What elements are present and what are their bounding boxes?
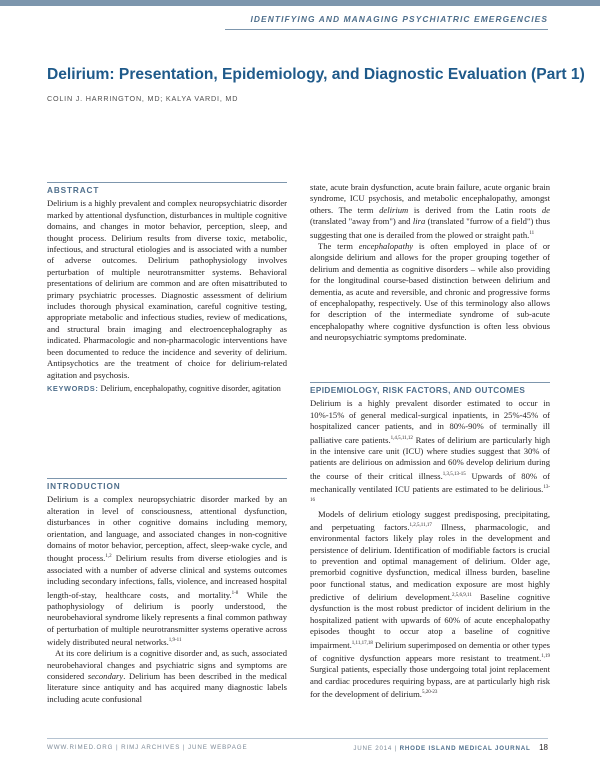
continuation-paragraph-2: The term encephalopathy is often employed in place of or alongside delirium and allows for the proper grouping together of delirium and dementia as cognitive disorders – while also providing for the longitudinal course-based distinction between delirium and dementia, as acute and reversible, and chronic and progressive forms of encephalopathy, respectively. Use of this terminology also allows for description of the intermediate syndrome of sub-acute encephalopathy where cognitive dysfunction is often less obvious and neuropsychiatric symptoms predominate.: [310, 240, 551, 343]
footer-journal-info: [353, 743, 548, 752]
epidemiology-paragraph-2: Models of delirium etiology suggest predisposing, precipitating, and perpetuating factors.$^{1,2,5,11,17}$ Illness, pharmacologic, and environmental factors likely play roles in the development and persistence of delirium. Identification of modifiable factors is crucial to prevention and optimal management of delirium. Older age, premorbid cognitive dysfunction, medical illness burden, baseline poor functional status, and medication exposure are most highly predictive of delirium development.$^{2,5,6,9,11}$ Baseline cognitive dysfunction is the most robust predictor of incident delirium in the hospitalized patient with upwards of 60% of acute encephalopathy episodes thought to occur atop a baseline of cognitive impairment.$^{1,11,17,18}$ Delirium superimposed on dementia or other types of cognitive dysfunction appears more resistant to treatment.$^{1,19}$ Surgical patients, especially those undergoing total joint replacement and cardiac procedures requiring bypass, are at particularly high risk for the development of delirium.$^{5,20-23}$: [310, 508, 551, 699]
keywords-label: KEYWORDS:: [47, 383, 99, 393]
footer-divider: |: [394, 745, 400, 752]
page-number: 18: [539, 743, 548, 752]
top-accent-bar: [0, 0, 600, 6]
footer-date: JUNE 2014: [353, 745, 393, 752]
abstract-text: Delirium is a highly prevalent and complex neuropsychiatric disorder marked by attentional dysfunction, disturbances in multiple cognitive domains, and changes in motor behavior, perception, sleep, and thought process. Delirium results from diverse toxic, metabolic, infectious, and structural etiologies and is associated with a number of adverse outcomes. Delirium pathophysiology involves perturbation of multiple neurotransmitter systems. Behavioral presentations of delirium are common and are often misattributed to primary psychiatric processes. Diagnostic assessment of delirium includes thorough physical examination, careful cognitive testing, appropriate metabolic and infectious studies, review of medications, and structural brain imaging and electroencephalography as indicated. Pharmacologic and non-pharmacologic interventions have been documented to reduce the incidence and severity of delirium. Antipsychotics are the treatment of choice for delirium-related agitation and psychosis.: [47, 198, 287, 380]
footer-journal-name: RHODE ISLAND MEDICAL JOURNAL: [399, 745, 531, 752]
footer-rule: [47, 738, 548, 739]
introduction-paragraph-1: Delirium is a complex neuropsychiatric disorder marked by an alteration in level of consciousness, attentional dysfunction, disturbances in other cognitive domains including memory, orientation, and language, and associated changes in non-cognitive domains of motor behavior, perception, affect, sleep-wake cycle, and thought process.$^{1,2}$ Delirium results from diverse etiologies and is associated with a number of adverse clinical and systems outcomes including secondary infections, falls, violence, and increased hospital length-of-stay, healthcare costs, and mortality.$^{1-8}$ While the pathophysiology of delirium is poorly understood, the neurobehavioral syndrome likely represents a final common pathway of perturbation of multiple neurotransmitter systems operative across widely distributed neural networks.$^{1,9-11}$: [47, 494, 288, 647]
introduction-heading: INTRODUCTION: [47, 478, 287, 492]
article-title: Delirium: Presentation, Epidemiology, and Diagnostic Evaluation (Part 1): [47, 66, 585, 83]
continuation-paragraph-1: state, acute brain dysfunction, acute brain failure, acute organic brain syndrome, ICU psychosis, and metabolic encephalopathy, amongst others. The term delirium is derived from the Latin roots de (translated "away from") and lira (translated "furrow of a field") thus suggesting that one is derailed from the plowed or straight path.$^{11}$: [310, 182, 551, 240]
keywords-text: Delirium, encephalopathy, cognitive disorder, agitation: [100, 383, 281, 393]
introduction-paragraph-2: At its core delirium is a cognitive disorder and, as such, associated neurobehavioral changes and psychiatric signs and symptoms are considered secondary. Delirium has been described in the medical literature since antiquity and has acquired many diagnostic labels including acute confusional: [47, 648, 288, 704]
keywords-line: [47, 383, 287, 394]
abstract-heading: ABSTRACT: [47, 182, 287, 196]
series-title-rule: [225, 29, 548, 30]
article-authors: COLIN J. HARRINGTON, MD; KALYA VARDI, MD: [47, 94, 239, 103]
series-title: IDENTIFYING AND MANAGING PSYCHIATRIC EMERGENCIES: [250, 14, 548, 24]
abstract-section: [47, 182, 287, 394]
footer-links[interactable]: WWW.RIMED.ORG | RIMJ ARCHIVES | JUNE WEBPAGE: [47, 744, 248, 751]
introduction-section: [47, 478, 287, 705]
epidemiology-section: [310, 382, 550, 700]
continuation-section: [310, 182, 550, 344]
epidemiology-heading: EPIDEMIOLOGY, RISK FACTORS, AND OUTCOMES: [310, 382, 550, 396]
epidemiology-paragraph-1: Delirium is a highly prevalent disorder estimated to occur in 10%-15% of general medical-surgical inpatients, in 25%-45% of hospitalized cancer patients, and in 80%-90% of terminally ill palliative care patients.$^{1,4,5,11,12}$ Rates of delirium are particularly high in the intensive care unit (ICU) where studies suggest that 30% of patients are delirious on admission and 60% develop delirium during the course of their critical illness.$^{1,3,5,13-15}$ Upwards of 80% of mechanically ventilated ICU patients are estimated to be delirious.$^{13-16}$: [310, 398, 550, 504]
